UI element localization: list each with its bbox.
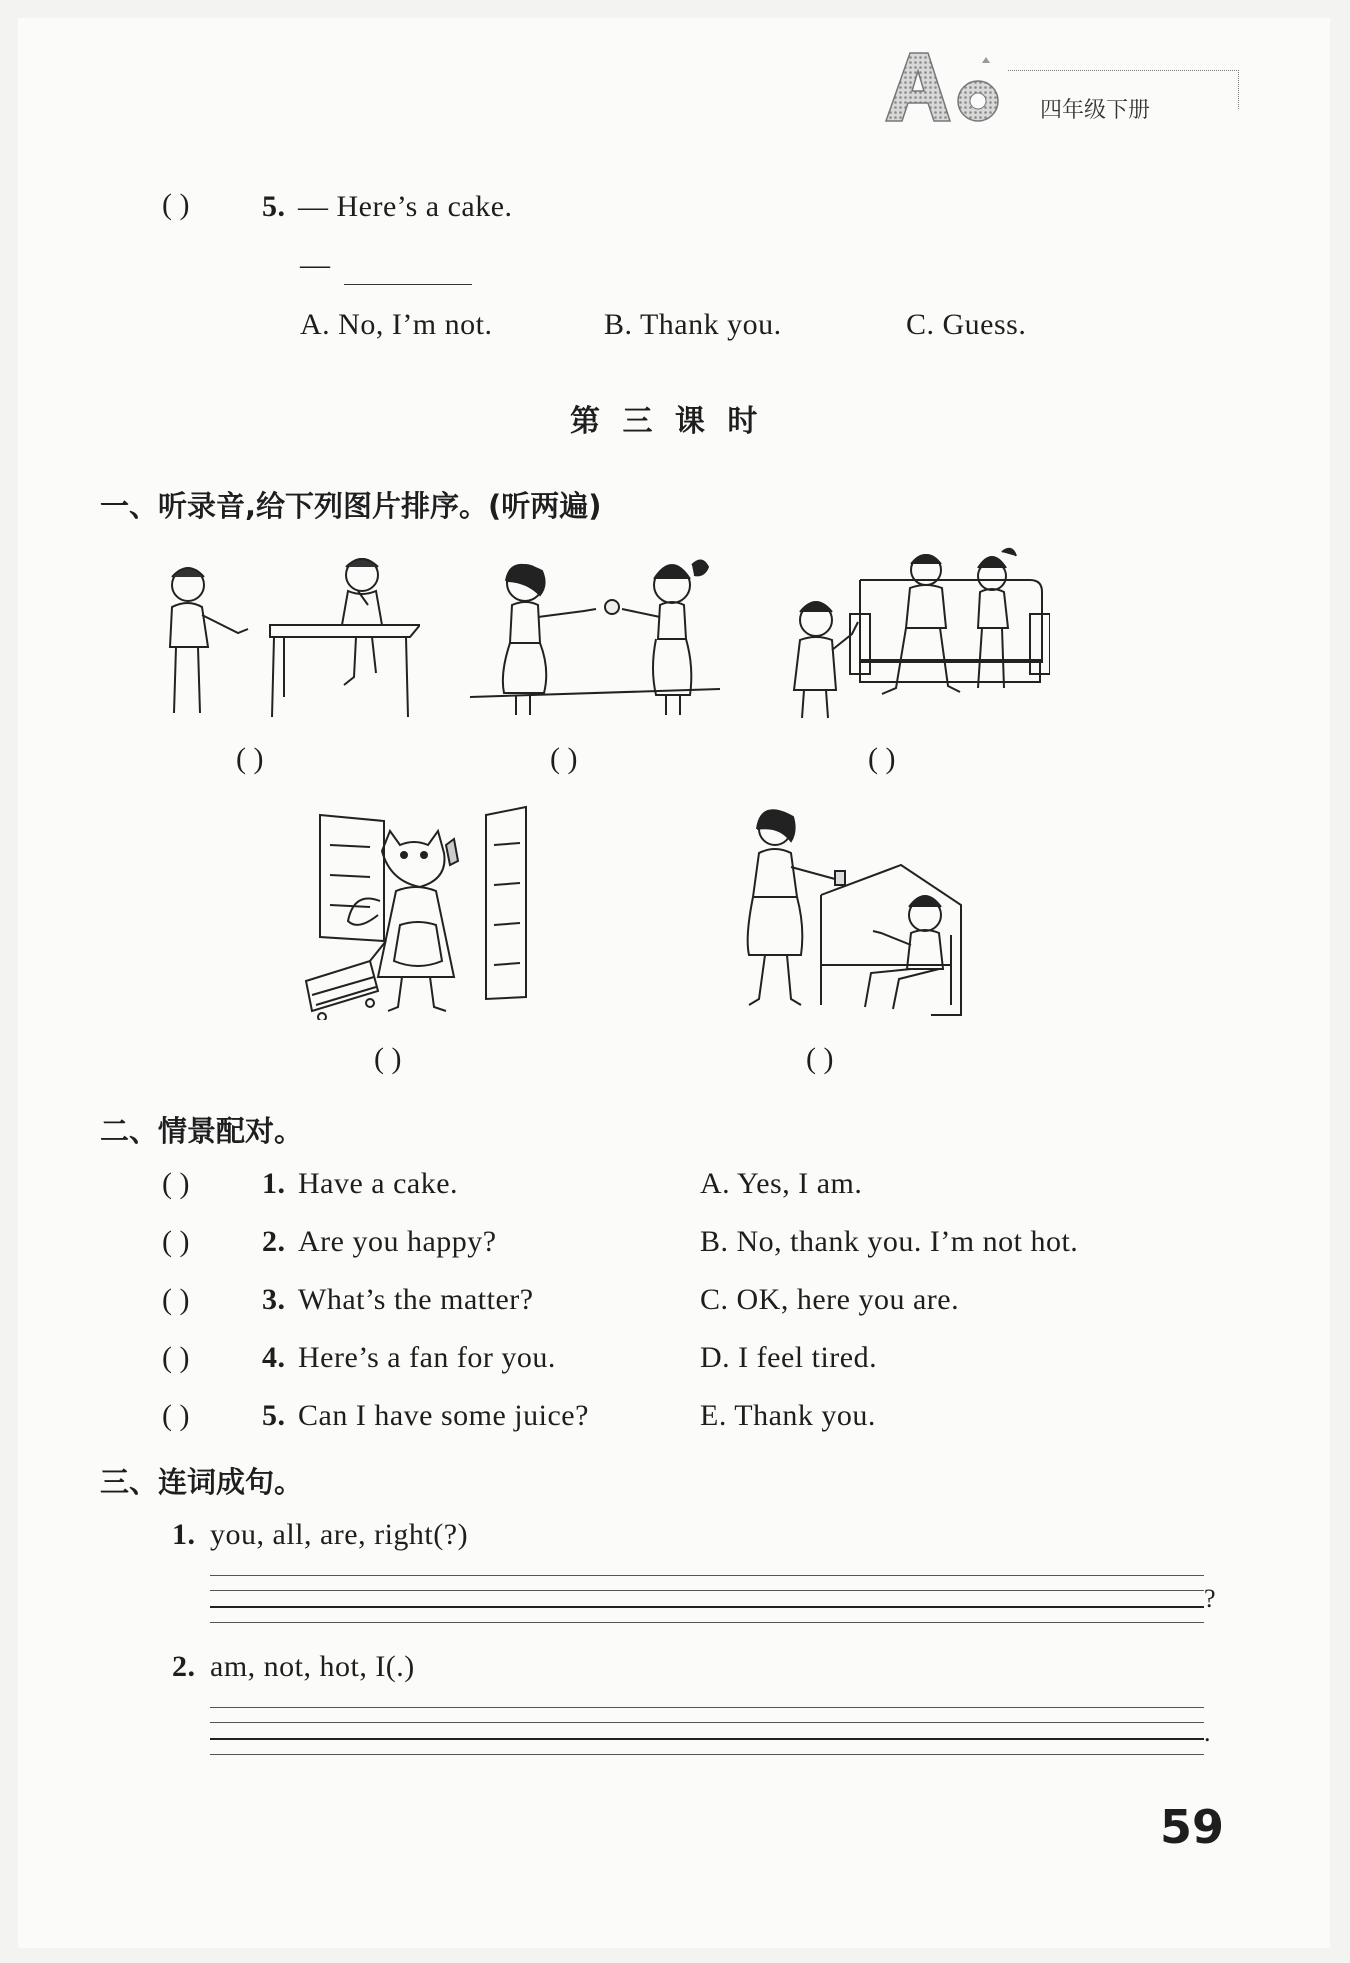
match-number: 3. [262,1283,286,1316]
section2-title: 二、情景配对。 [100,1114,304,1148]
question-prompt: — Here’s a cake. [298,190,513,223]
match-question: Have a cake. [298,1167,459,1200]
match-answer: E. Thank you. [700,1399,876,1432]
match-question: Here’s a fan for you. [298,1341,556,1374]
answer-dash: — [300,248,331,281]
match-question: What’s the matter? [298,1283,534,1316]
picture-4-paren[interactable]: ( ) [374,1042,402,1075]
match-paren[interactable]: ( ) [162,1283,190,1316]
match-question: Can I have some juice? [298,1399,589,1432]
match-question: Are you happy? [298,1225,497,1258]
answer-blank[interactable] [344,284,472,285]
sentence-end-mark: . [1204,1718,1211,1747]
match-answer: C. OK, here you are. [700,1283,960,1316]
picture-5 [725,805,985,1020]
match-answer: D. I feel tired. [700,1341,878,1374]
boy-greeting-parents-on-sofa-icon [780,540,1050,720]
option-b: B. Thank you. [604,308,782,341]
picture-1 [150,545,420,720]
match-number: 5. [262,1399,286,1432]
match-number: 2. [262,1225,286,1258]
match-number: 1. [262,1167,286,1200]
match-answer: A. Yes, I am. [700,1167,863,1200]
sentence-number: 1. [172,1518,196,1551]
match-paren[interactable]: ( ) [162,1225,190,1258]
match-paren[interactable]: ( ) [162,1399,190,1432]
match-answer: B. No, thank you. I’m not hot. [700,1225,1079,1258]
picture-1-paren[interactable]: ( ) [236,742,264,775]
section3-title: 三、连词成句。 [100,1465,304,1499]
lesson-title: 第 三 课 时 [570,404,764,439]
sentence-number: 2. [172,1650,196,1683]
picture-2-paren[interactable]: ( ) [550,742,578,775]
girl-giving-apple-to-girl-icon [470,545,720,720]
answer-paren[interactable]: ( ) [162,188,190,221]
section1-title: 一、听录音,给下列图片排序。(听两遍) [100,489,602,523]
boy-pointing-at-boy-at-table-icon [150,545,420,720]
mother-offering-drink-to-boy-on-sofa-icon [725,805,985,1020]
page-number: 59 [1160,1800,1225,1854]
header-badge [1008,70,1239,123]
picture-2 [470,545,720,720]
match-paren[interactable]: ( ) [162,1167,190,1200]
fox-shopper-on-phone-icon [300,805,540,1020]
option-c: C. Guess. [906,308,1027,341]
question-number: 5. [262,190,286,223]
picture-3-paren[interactable]: ( ) [868,742,896,775]
sentence-words: am, not, hot, I(.) [210,1650,415,1683]
picture-3 [780,540,1050,720]
sentence-end-mark: ? [1204,1584,1217,1613]
grade-label: 四年级下册 [1040,98,1151,123]
logo-icon [878,45,1018,125]
match-paren[interactable]: ( ) [162,1341,190,1374]
match-number: 4. [262,1341,286,1374]
picture-4 [300,805,540,1020]
picture-5-paren[interactable]: ( ) [806,1042,834,1075]
option-a: A. No, I’m not. [300,308,493,341]
sentence-words: you, all, are, right(?) [210,1518,469,1551]
